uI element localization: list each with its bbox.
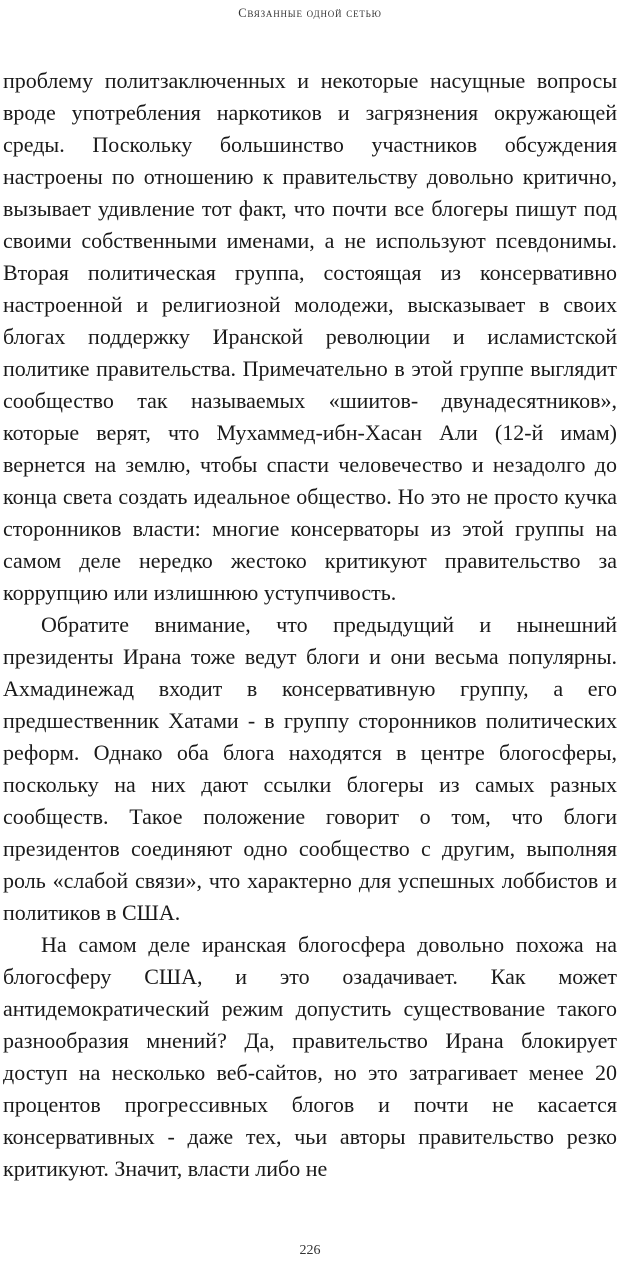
paragraph-blogosphere: На самом деле иранская блогосфера довольно похожа на блогосферу США, и это озадачивает. Как может антидемократический режим допустить существование такого разнообразия мнений? Да, правительство Ирана блокирует доступ на несколько веб-сайтов, но это затрагивает менее 20 процентов прогрессивных блогов и почти не касается консервативных - даже тех, чьи авторы правительство резко критикуют. Значит, власти либо не [3,932,617,1181]
running-header: Связанные одной сетью [238,6,382,20]
paragraph-continuation: проблему политзаключенных и некоторые насущные вопросы вроде употребления наркотиков и загрязнения окружающей среды. Поскольку большинство участников обсуждения настроены по отношению к правительству довольно критично, вызывает удивление тот факт, что почти все блогеры пишут под своими собственными именами, а не используют псевдонимы. Вторая политическая группа, состоящая из консервативно настроенной и религиозной молодежи, высказывает в своих блогах поддержку Иранской революции и исламистской политике правительства. Примечательно в этой группе выглядит сообщество так называемых «шиитов- двунадесятников», которые верят, что Мухаммед-ибн-Хасан Али (12-й имам) вернется на землю, чтобы спасти человечество и незадолго до конца света создать идеальное общество. Но это не просто кучка сторонников власти: многие консерваторы из этой группы на самом деле нередко жестоко критикуют правительство за коррупцию или излишнюю уступчивость. [3,68,617,605]
page-number: 226 [299,1243,321,1258]
paragraph-presidents: Обратите внимание, что предыдущий и нынешний президенты Ирана тоже ведут блоги и они весьма популярны. Ахмадинежад входит в консервативную группу, а его предшественник Хатами - в группу сторонников политических реформ. Однако оба блога находятся в центре блогосферы, поскольку на них дают ссылки блогеры из самых разных сообществ. Такое положение говорит о том, что блоги президентов соединяют одно сообщество с другим, выполняя роль «слабой связи», что характерно для успешных лоббистов и политиков в США. [3,612,617,925]
body-text [3,65,617,1185]
